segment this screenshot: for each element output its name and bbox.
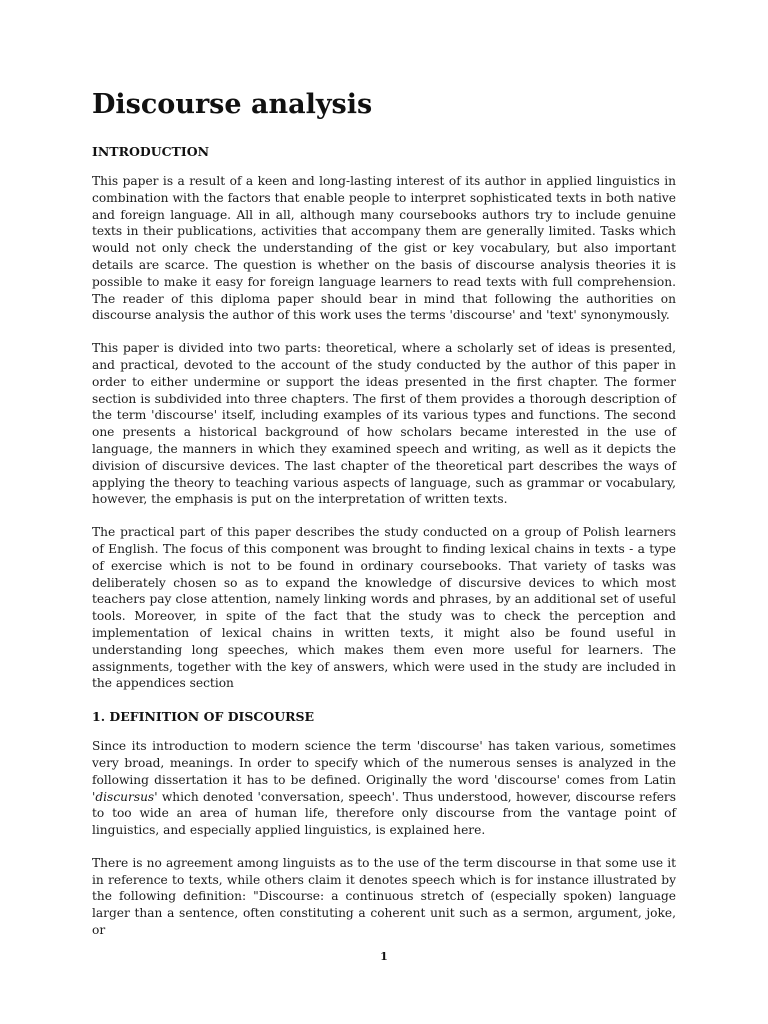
section-1-paragraph-2: There is no agreement among linguists as to the use of the term discourse in that some use it in reference to texts, while others claim it denotes speech which is for instance illustrated by the following definition: "Discourse: a continuous stretch of (especially spoken) language larger than a sentence, often constituting a coherent unit such as a sermon, argument, joke, or bbox=[92, 855, 676, 938]
introduction-heading: INTRODUCTION bbox=[92, 144, 210, 159]
section-1-paragraph-1-text-a: Since its introduction to modern science the term 'discourse' has taken various, sometimes very broad, meanings. In order to specify which of the numerous senses is analyzed in the following dissertation it has to be defined. Originally the word 'discourse' comes from Latin ' bbox=[92, 739, 676, 804]
intro-paragraph-2: This paper is divided into two parts: theoretical, where a scholarly set of ideas is presented, and practical, devoted to the account of the study conducted by the author of this paper in order to either undermine or support the ideas presented in the first chapter. The former section is subdivided into three chapters. The first of them provides a thorough description of the term 'discourse' itself, including examples of its various types and functions. The second one presents a historical background of how scholars became interested in the use of language, the manners in which they examined speech and writing, as well as it depicts the division of discursive devices. The last chapter of the theoretical part describes the ways of applying the theory to teaching various aspects of language, such as grammar or vocabulary, however, the emphasis is put on the interpretation of written texts. bbox=[92, 341, 676, 507]
document-title: Discourse analysis bbox=[92, 89, 373, 120]
document-page bbox=[92, 86, 676, 955]
intro-paragraph-3: The practical part of this paper describes the study conducted on a group of Polish learners of English. The focus of this component was brought to finding lexical chains in texts - a type of exercise which is not to be found in ordinary coursebooks. That variety of tasks was deliberately chosen so as to expand the knowledge of discursive devices to which most teachers pay close attention, namely linking words and phrases, by an additional set of useful tools. Moreover, in spite of the fact that the study was to check the perception and implementation of lexical chains in written texts, it might also be found useful in understanding long speeches, which makes them even more useful for learners. The assignments, together with the key of answers, which were used in the study are included in the appendices section bbox=[92, 525, 676, 691]
section-1-heading: 1. DEFINITION OF DISCOURSE bbox=[92, 709, 315, 725]
section-1-paragraph-1 bbox=[92, 738, 676, 839]
page-number: 1 bbox=[380, 950, 388, 963]
section-1-paragraph-1-text-b: ' which denoted 'conversation, speech'. Thus understood, however, discourse refers to too wide an area of human life, therefore only discourse from the vantage point of linguistics, and especially applied linguistics, is explained here. bbox=[92, 789, 676, 838]
latin-term-discursus: discursus bbox=[95, 789, 155, 804]
intro-paragraph-1: This paper is a result of a keen and long-lasting interest of its author in applied linguistics in combination with the factors that enable people to interpret sophisticated texts in both native and foreign language. All in all, although many coursebooks authors try to include genuine texts in their publications, activities that accompany them are generally limited. Tasks which would not only check the understanding of the gist or key vocabulary, but also important details are scarce. The question is whether on the basis of discourse analysis theories it is possible to make it easy for foreign language learners to read texts with full comprehension. The reader of this diploma paper should bear in mind that following the authorities on discourse analysis the author of this work uses the terms 'discourse' and 'text' synonymously. bbox=[92, 174, 676, 323]
